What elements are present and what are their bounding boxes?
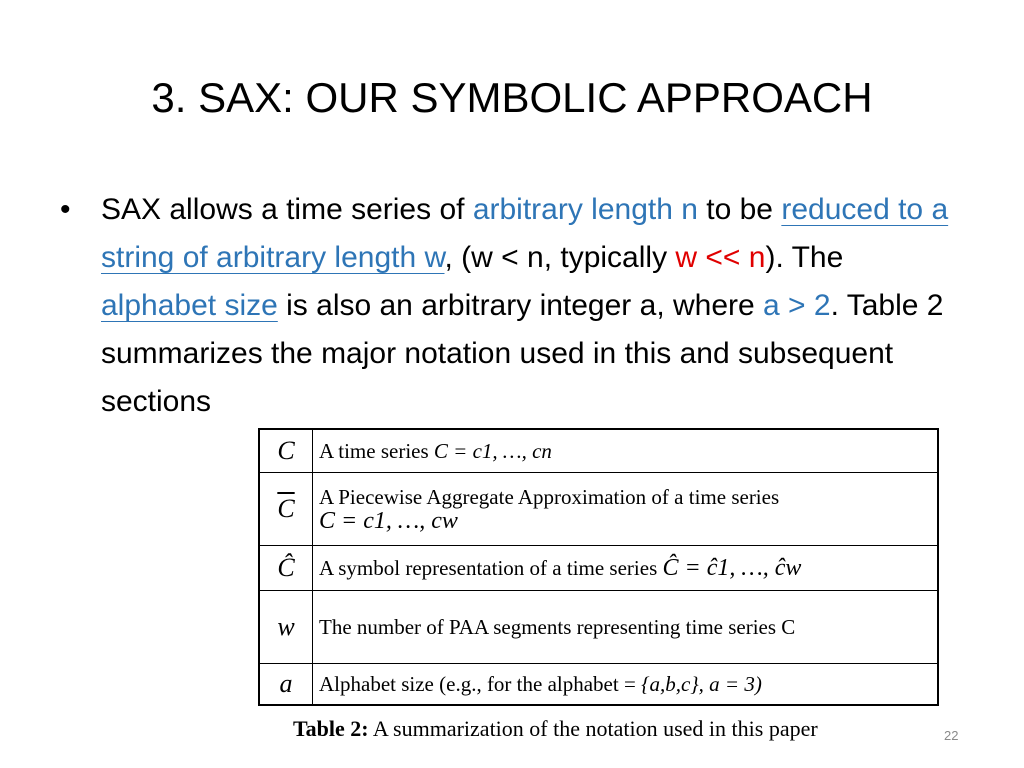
notation-table: [258, 428, 939, 706]
table-row: [259, 664, 938, 706]
symbol-cell: [259, 591, 313, 664]
symbol-cell: [259, 473, 313, 546]
table-row: [259, 473, 938, 546]
symbol-cell: [259, 664, 313, 706]
symbol-text: a: [279, 669, 293, 698]
description-cell: [313, 473, 939, 546]
symbol-cell: [259, 429, 313, 473]
highlight-arbitrary-length: arbitrary length n: [472, 193, 698, 226]
highlight-w-much-less-n: w << n: [675, 241, 766, 274]
link-reduced-string[interactable]: reduced to a string of arbitrary length w: [101, 193, 949, 274]
text-segment: . Table 2 summarizes the major notation used in this and subsequent sections: [101, 289, 944, 418]
caption-label: Table 2:: [293, 716, 369, 741]
symbol-text: w: [277, 612, 295, 641]
highlight-a-greater-2: a > 2: [763, 289, 831, 322]
table-row: [259, 429, 938, 473]
text-segment: to be: [697, 193, 782, 226]
description-text: A time series: [319, 438, 434, 463]
description-cell: [313, 546, 939, 591]
text-segment: is also an arbitrary integer a, where: [277, 289, 764, 322]
bullet-text: [101, 186, 949, 426]
description-cell: [313, 429, 939, 473]
table-row: [259, 591, 938, 664]
page-number: 22: [944, 728, 959, 743]
description-cell: [313, 664, 939, 706]
symbol-text: $\overline{C}$: [277, 494, 295, 523]
bullet-point: [60, 186, 960, 426]
description-text: A Piecewise Aggregate Approximation of a time series: [319, 485, 780, 509]
description-math: C = c1, …, cw: [319, 508, 458, 534]
link-alphabet-size[interactable]: alphabet size: [101, 289, 278, 322]
description-math: C = c1, …, cn: [433, 438, 552, 463]
description-math: {a,b,c}, a = 3): [641, 671, 762, 696]
text-segment: ). The: [765, 241, 844, 274]
text-segment: SAX allows a time series of: [101, 193, 473, 226]
table-row: [259, 546, 938, 591]
table-caption: [293, 716, 818, 742]
description-text: Alphabet size (e.g., for the alphabet =: [319, 671, 642, 696]
description-cell: [313, 591, 939, 664]
symbol-cell: [259, 546, 313, 591]
text-segment: , (w < n, typically: [444, 241, 676, 274]
symbol-text: C: [277, 436, 295, 465]
description-text: The number of PAA segments representing time series C: [319, 615, 796, 639]
caption-text: A summarization of the notation used in this paper: [368, 716, 818, 741]
slide-title: 3. SAX: OUR SYMBOLIC APPROACH: [151, 74, 873, 121]
description-math: Ĉ = ĉ1, …, ĉw: [662, 554, 802, 581]
bullet-marker: •: [60, 193, 71, 226]
symbol-text: Ĉ: [277, 553, 295, 582]
description-text: A symbol representation of a time series: [319, 555, 663, 580]
